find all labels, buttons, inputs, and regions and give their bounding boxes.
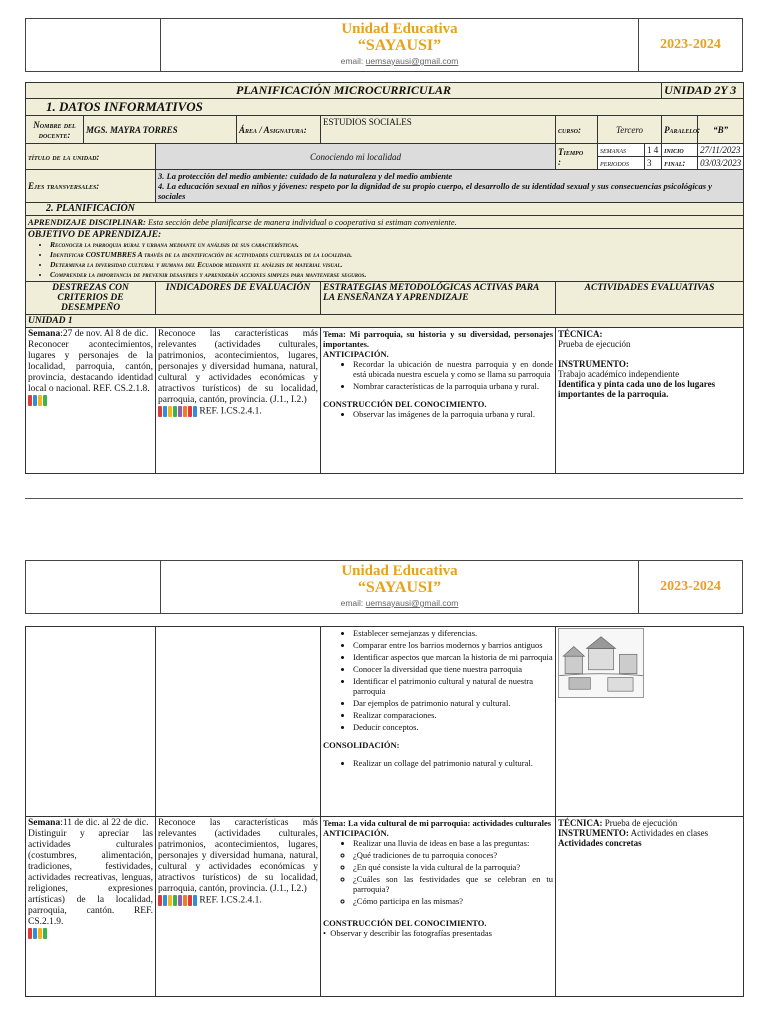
objetivo-item: • Comprender la importancia de prevenir desastres y aprenderán acciones simples para mantenerse seguros. bbox=[50, 270, 741, 280]
plan-title: PLANIFICACIÓN MICROCURRICULAR bbox=[26, 83, 662, 99]
section-planificacion: 2. PLANIFICACIÓN bbox=[26, 203, 744, 216]
col-destrezas: DESTREZAS CON CRITERIOS DE DESEMPEÑO bbox=[26, 282, 156, 315]
header-year-cell bbox=[639, 19, 742, 71]
header-year-cell bbox=[639, 561, 742, 613]
school-name-line2: “SAYAUSI” bbox=[357, 579, 442, 596]
planning-table-page2 bbox=[25, 626, 744, 997]
inicio-value: 27/11/2023 bbox=[698, 144, 744, 157]
unit-label: UNIDAD 2Y 3 bbox=[662, 83, 744, 99]
header-school-cell bbox=[161, 561, 639, 613]
methodology-icons bbox=[28, 928, 47, 939]
row1-estrategias: Tema: Mi parroquia, su historia y su diversidad, personajes importantes. ANTICIPACIÓN. • Recordar la ubicación de nuestra parroquia y en donde está ubicada nuestra escuela y como se llama su parroquia • Nombrar características de la parroquia urbana y rural. CONSTRUCCIÓN DEL CONOCIMIENTO. • Observar las imágenes de la parroquia urbana y rural. bbox=[321, 328, 556, 474]
email-link[interactable]: uemsayausi@gmail.com bbox=[365, 598, 459, 608]
inicio-label: inicio bbox=[662, 144, 698, 157]
ejes-label: Ejes transversales: bbox=[26, 170, 156, 203]
methodology-icons bbox=[158, 895, 197, 906]
aprendizaje-row: APRENDIZAJE DISCIPLINAR: Esta sección debe planificarse de manera individual o cooperativa si estiman conveniente. bbox=[26, 216, 744, 229]
school-year: 2023-2024 bbox=[660, 579, 721, 594]
school-name-line1: Unidad Educativa bbox=[341, 21, 458, 37]
curso-label: curso: bbox=[556, 116, 598, 144]
curso-value: Tercero bbox=[598, 116, 662, 144]
school-name-line2: “SAYAUSI” bbox=[357, 37, 442, 54]
tiempo-cell: Tiempo : bbox=[556, 144, 598, 170]
objetivo-item: • Determinar la diversidad cultural y humana del Ecuador mediante el análisis de material visual. bbox=[50, 260, 741, 270]
final-label: final: bbox=[662, 157, 698, 170]
school-name-line1: Unidad Educativa bbox=[341, 563, 458, 579]
area-value: ESTUDIOS SOCIALES bbox=[321, 116, 556, 144]
row1-destreza: Semana:27 de nov. Al 8 de dic. Reconocer acontecimientos, lugares y personajes de la localidad, parroquia, cantón, provincia, destacando identidad local o nacional. REF. CS.2.1.8. bbox=[26, 328, 156, 474]
row2-estrategias: • Establecer semejanzas y diferencias. • Comparar entre los barrios modernos y barrios antiguos • Identificar aspectos que marcan la historia de mi parroquia • Conocer la diversidad que tiene nuestra parroquia • Identificar el patrimonio cultural y natural de nuestra parroquia • Dar ejemplos de patrimonio natural y cultural. • Realizar comparaciones. • Deducir conceptos. CONSOLIDACIÓN: • Realizar un collage del patrimonio natural y cultural. bbox=[321, 627, 556, 817]
unidad-row: UNIDAD 1 bbox=[26, 315, 744, 328]
objetivo-item: • Reconocer la parroquia rural y urbana mediante un análisis de sus características. bbox=[50, 240, 741, 250]
col-indicadores: INDICADORES DE EVALUACIÓN bbox=[156, 282, 321, 315]
objetivo-item: • Identificar COSTUMBRES A través de la identificación de actividades culturales de la localidad. bbox=[50, 250, 741, 260]
school-email: email: uemsayausi@gmail.com bbox=[340, 56, 459, 66]
paralelo-label: Paralelo: bbox=[662, 116, 698, 144]
semanas-label: semanas bbox=[598, 144, 645, 157]
semanas-value: 1 4 bbox=[645, 144, 662, 157]
page2-header bbox=[25, 560, 743, 614]
row1-actividades: TÉCNICA: Prueba de ejecución INSTRUMENTO: Trabajo académico independiente Identifica y pinta cada uno de los lugares importantes de la parroquia. bbox=[556, 328, 744, 474]
school-email: email: uemsayausi@gmail.com bbox=[340, 598, 459, 608]
row3-indicador: Reconoce las características más relevantes (actividades culturales, patrimonios, acontecimientos, lugares, personajes y diversidad humana, natural, cultural y actividades económicas y atractivos turísticos) de su localidad, parroquia, cantón, provincia. (J.1., I.2.) REF. I.CS.2.4.1. bbox=[156, 817, 321, 997]
docente-label: Nombre del docente: bbox=[26, 116, 84, 144]
ejes-value: 3. La protección del medio ambiente: cuidado de la naturaleza y del medio ambiente 4. La educación sexual en niños y jóvenes: respeto por la dignidad de su propio cuerpo, el desarrollo de su identidad sexual y sus consecuencias psicológicas y sociales bbox=[156, 170, 744, 203]
row3-estrategias: Tema: La vida cultural de mi parroquia: actividades culturales ANTICIPACIÓN. • Realizar una lluvia de ideas en base a las preguntas: ◦ ¿Qué tradiciones de tu parroquia conoces? ◦ ¿En qué consiste la vida cultural de la parroquia? ◦ ¿Cuáles son las festividades que se celebran en tu parroquia? ◦ ¿Cómo participa en las mismas? CONSTRUCCIÓN DEL CONOCIMIENTO. • Observar y describir las fotografías presentadas bbox=[321, 817, 556, 997]
paralelo-value: “B” bbox=[698, 116, 744, 144]
methodology-icons bbox=[28, 395, 47, 406]
final-value: 03/03/2023 bbox=[698, 157, 744, 170]
header-logo-cell bbox=[26, 561, 161, 613]
school-year: 2023-2024 bbox=[660, 37, 721, 52]
col-estrategias: ESTRATEGIAS METODOLÓGICAS ACTIVAS PARA LA ENSEÑANZA Y APRENDIZAJE bbox=[321, 282, 556, 315]
titulo-label: título de la unidad: bbox=[26, 144, 156, 170]
periodos-label: periodos bbox=[598, 157, 645, 170]
row2-actividades bbox=[556, 627, 744, 817]
section-datos: 1. DATOS INFORMATIVOS bbox=[26, 99, 744, 116]
page-separator bbox=[25, 498, 743, 499]
planning-table-page1 bbox=[25, 82, 744, 474]
periodos-value: 3 bbox=[645, 157, 662, 170]
titulo-value: Conociendo mi localidad bbox=[156, 144, 556, 170]
header-school-cell bbox=[161, 19, 639, 71]
col-actividades: ACTIVIDADES EVALUATIVAS bbox=[556, 282, 744, 315]
docente-value: MGS. MAYRA TORRES bbox=[84, 116, 237, 144]
email-link[interactable]: uemsayausi@gmail.com bbox=[365, 56, 459, 66]
header-logo-cell bbox=[26, 19, 161, 71]
row2-indicador bbox=[156, 627, 321, 817]
objetivo-row: OBJETIVO DE APRENDIZAJE: • Reconocer la parroquia rural y urbana mediante un análisis de sus características. • Identificar COSTUMBRES A través de la identificación de actividades culturales de la localidad. • Determinar la diversidad cultural y humana del Ecuador mediante el análisis de material visual. • Comprender la importancia de prevenir desastres y aprenderán acciones simples para mantenerse seguros. bbox=[26, 229, 744, 282]
row3-destreza: Semana:11 de dic. al 22 de dic. Distinguir y apreciar las actividades culturales (costumbres, alimentación, tradiciones, festividades, actividades recreativas, lenguas, religiones, expresiones artísticas) de la localidad, parroquia, cantón. REF. CS.2.1.9. bbox=[26, 817, 156, 997]
row2-destreza bbox=[26, 627, 156, 817]
row3-actividades: TÉCNICA: Prueba de ejecución INSTRUMENTO: Actividades en clases Actividades concretas bbox=[556, 817, 744, 997]
methodology-icons bbox=[158, 406, 197, 417]
town-illustration bbox=[558, 628, 644, 698]
page1-header bbox=[25, 18, 743, 72]
row1-indicador: Reconoce las características más relevantes (actividades culturales, patrimonios, acontecimientos, lugares, personajes y diversidad humana, natural, cultural y actividades económicas y atractivos turísticos) de su localidad, parroquia, cantón, provincia. (J.1., I.2.) REF. I.CS.2.4.1. bbox=[156, 328, 321, 474]
area-label: Área / Asignatura: bbox=[237, 116, 321, 144]
